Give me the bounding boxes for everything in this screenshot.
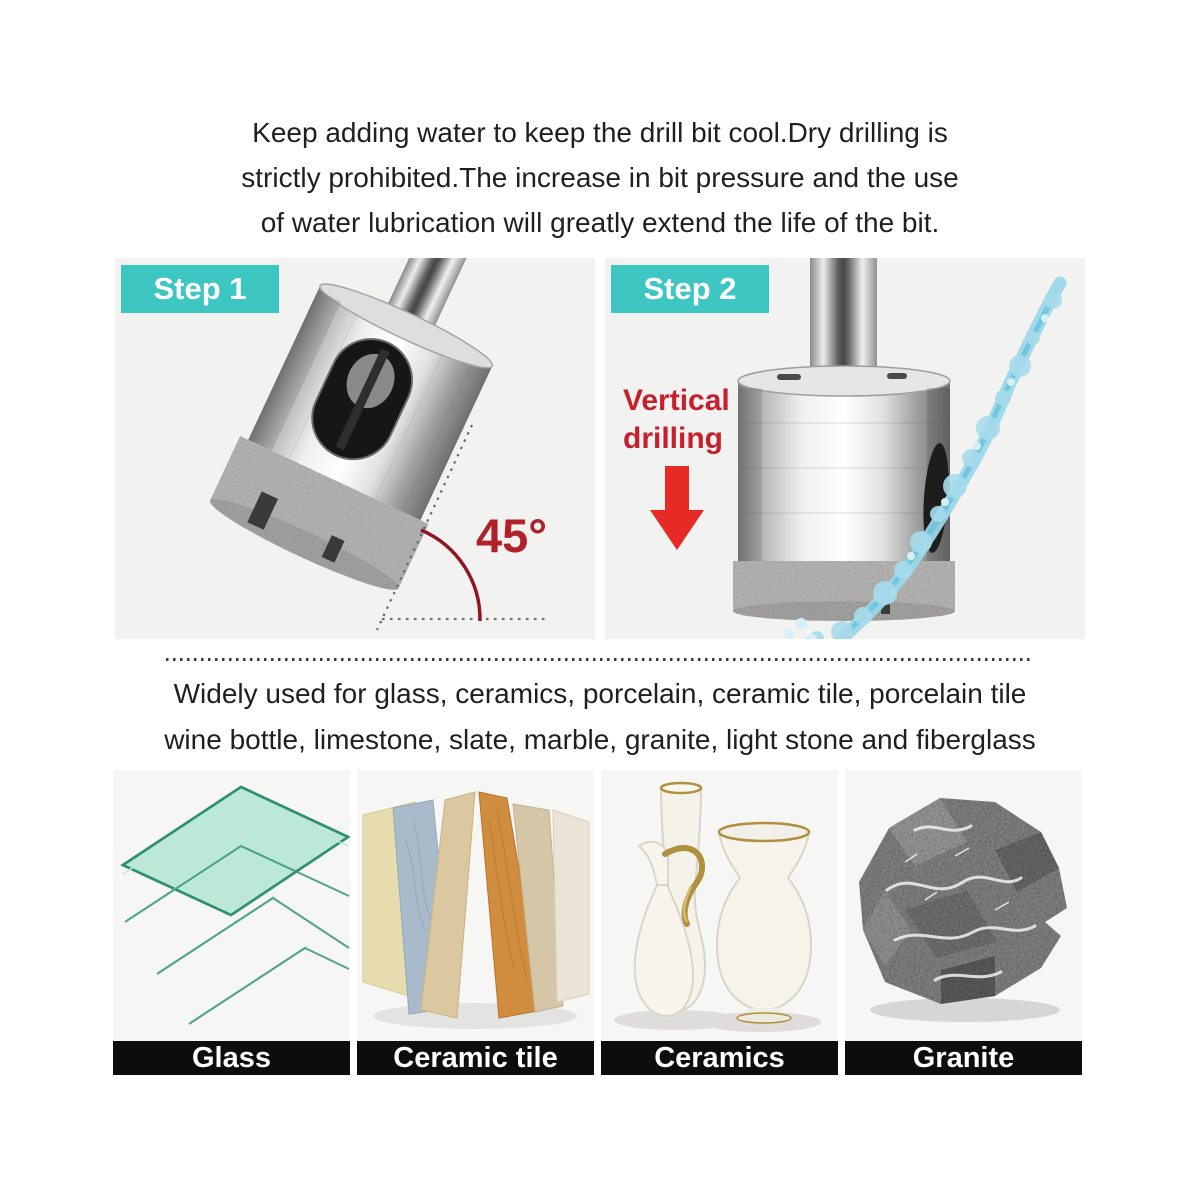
- intro-line-3: of water lubrication will greatly extend the life of the bit.: [260, 207, 940, 238]
- material-label-glass: Glass: [113, 1041, 350, 1075]
- step1-badge: Step 1: [121, 265, 279, 313]
- usage-text: [0, 671, 1200, 763]
- material-label-granite: Granite: [845, 1041, 1082, 1075]
- ceramics-photo: [601, 770, 838, 1041]
- material-label-ceramics: Ceramics: [601, 1041, 838, 1075]
- intro-line-1: Keep adding water to keep the drill bit cool.Dry drilling is: [252, 117, 948, 148]
- angle-annotation: 45°: [476, 509, 548, 562]
- step1-panel: [115, 258, 595, 639]
- material-card-ceramic-tile: [357, 770, 594, 1075]
- drill-bit-angled-illustration: [115, 258, 595, 639]
- vertical-drilling-annotation: Vertical drilling: [623, 384, 730, 455]
- material-card-glass: [113, 770, 350, 1075]
- step2-badge: Step 2: [611, 265, 769, 313]
- material-card-ceramics: [601, 770, 838, 1075]
- glass-photo: [113, 770, 350, 1041]
- intro-line-2: strictly prohibited.The increase in bit pressure and the use: [241, 162, 959, 193]
- material-label-ceramic-tile: Ceramic tile: [357, 1041, 594, 1075]
- intro-text: [0, 110, 1200, 245]
- step2-panel: [605, 258, 1085, 639]
- material-card-granite: [845, 770, 1082, 1075]
- dotted-divider: [166, 658, 1032, 661]
- usage-line-1: Widely used for glass, ceramics, porcelain, ceramic tile, porcelain tile: [173, 678, 1027, 709]
- ceramic-tile-photo: [357, 770, 594, 1041]
- usage-line-2: wine bottle, limestone, slate, marble, granite, light stone and fiberglass: [164, 724, 1036, 755]
- down-arrow-icon: [650, 466, 704, 550]
- granite-photo: [845, 770, 1082, 1041]
- angle-arc: [421, 530, 480, 621]
